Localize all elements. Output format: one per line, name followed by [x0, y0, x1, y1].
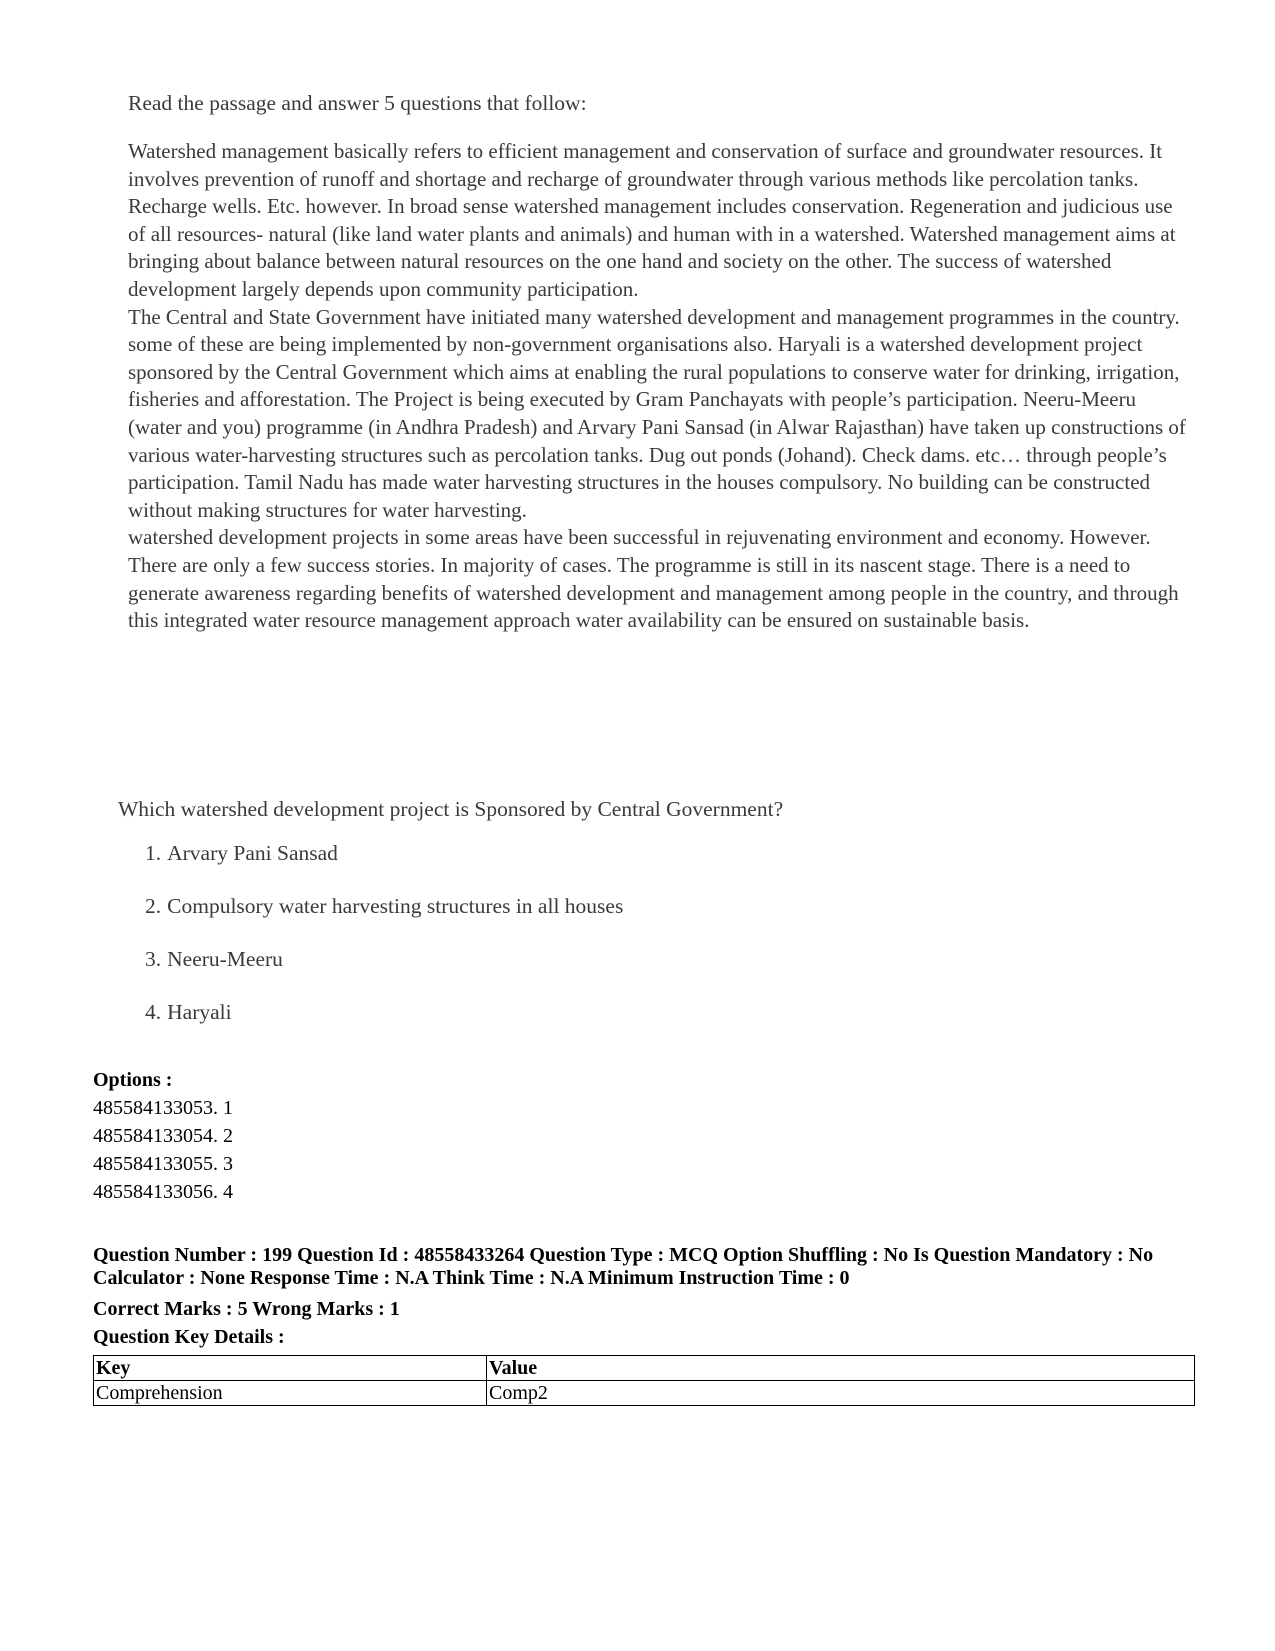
question-choice [145, 839, 1118, 867]
choice-text: Haryali [167, 1000, 232, 1024]
key-details-label: Question Key Details : [93, 1326, 285, 1348]
choice-number: 1. [145, 841, 162, 865]
table-header-row [94, 1356, 1195, 1381]
table-row [94, 1381, 1195, 1406]
table-header-key: Key [94, 1356, 487, 1381]
choice-text: Neeru-Meeru [167, 947, 283, 971]
passage-heading: Read the passage and answer 5 questions that follow: [128, 91, 587, 115]
option-item: 485584133054. 2 [93, 1125, 233, 1147]
question-choice [145, 998, 1118, 1026]
question-choice [145, 945, 1118, 973]
table-header-value: Value [487, 1356, 1195, 1381]
question-choice [145, 892, 1118, 920]
passage-paragraph: Watershed management basically refers to efficient management and conservation of surface and groundwater resources. It involves prevention of runoff and shortage and recharge of groundwater through various methods like percolation tanks. Recharge wells. Etc. however. In broad sense watershed management includes conservation. Regeneration and judicious use of all resources- natural (like land water plants and animals) and human with in a watershed. Watershed management aims at bringing about balance between natural resources on the one hand and society on the other. The success of watershed development largely depends upon community participation. [128, 139, 1176, 301]
key-table [93, 1355, 1195, 1406]
option-item: 485584133053. 1 [93, 1097, 233, 1119]
choice-text: Arvary Pani Sansad [167, 841, 338, 865]
marks-line: Correct Marks : 5 Wrong Marks : 1 [93, 1298, 400, 1320]
passage-block [128, 90, 1188, 635]
meta-block [93, 1066, 1193, 1406]
choice-number: 4. [145, 1000, 162, 1024]
passage-paragraph: The Central and State Government have initiated many watershed development and management programmes in the country. some of these are being implemented by non-government organisations also. Haryali is a watershed development project sponsored by the Central Government which aims at enabling the rural populations to conserve water for drinking, irrigation, fisheries and afforestation. The Project is being executed by Gram Panchayats with people’s participation. Neeru-Meeru (water and you) programme (in Andhra Pradesh) and Arvary Pani Sansad (in Alwar Rajasthan) have taken up constructions of various water-harvesting structures such as percolation tanks. Dug out ponds (Johand). Check dams. etc… through people’s participation. Tamil Nadu has made water harvesting structures in the houses compulsory. No building can be constructed without making structures for water harvesting. [128, 304, 1186, 522]
options-label: Options : [93, 1069, 173, 1091]
question-block [118, 795, 1118, 1051]
question-text: Which watershed development project is Sponsored by Central Government? [118, 797, 784, 821]
question-details: Question Number : 199 Question Id : 48558433264 Question Type : MCQ Option Shuffling : No Is Question Mandatory : No Calculator : None Response Time : N.A Think Time : N.A Minimum Instruction Time : 0 [93, 1244, 1154, 1289]
option-item: 485584133056. 4 [93, 1181, 233, 1203]
table-cell-key: Comprehension [94, 1381, 487, 1406]
passage-paragraph: watershed development projects in some areas have been successful in rejuvenating environment and economy. However. There are only a few success stories. In majority of cases. The programme is still in its nascent stage. There is a need to generate awareness regarding benefits of watershed development and management among people in the country, and through this integrated water resource management approach water availability can be ensured on sustainable basis. [128, 525, 1179, 633]
choice-number: 3. [145, 947, 162, 971]
choice-number: 2. [145, 894, 162, 918]
choice-text: Compulsory water harvesting structures in all houses [167, 894, 624, 918]
option-item: 485584133055. 3 [93, 1153, 233, 1175]
table-cell-value: Comp2 [487, 1381, 1195, 1406]
